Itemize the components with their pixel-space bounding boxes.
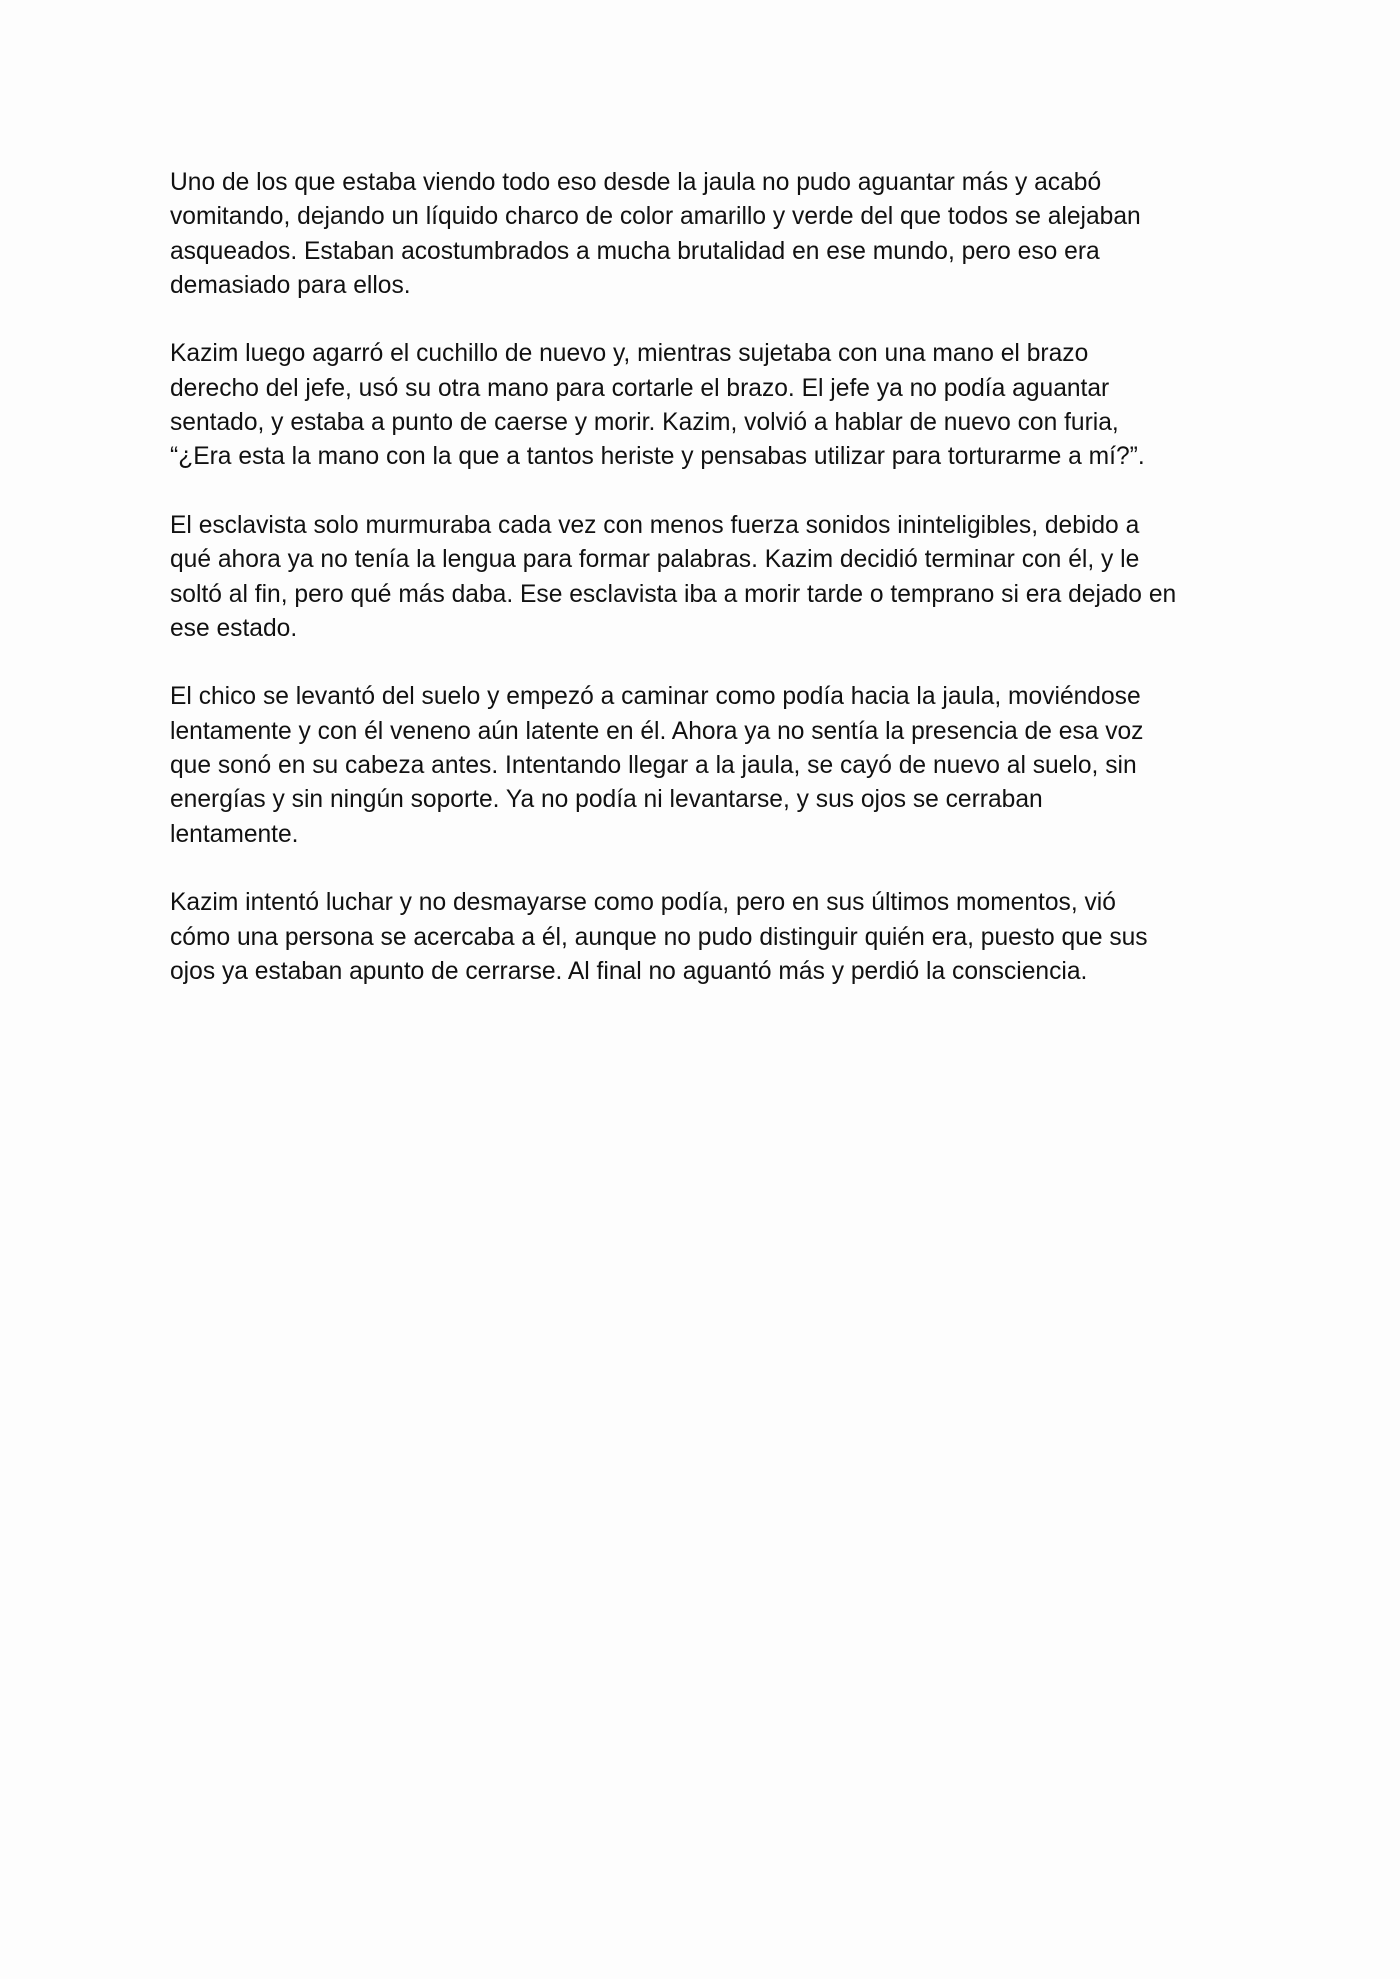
- text-line: lentamente y con él veneno aún latente en él. Ahora ya no sentía la presencia de esa voz: [170, 717, 1144, 745]
- paragraph: [170, 166, 1232, 303]
- text-line: qué ahora ya no tenía la lengua para formar palabras. Kazim decidió terminar con él, y le: [170, 546, 1140, 574]
- text-line: Kazim luego agarró el cuchillo de nuevo y, mientras sujetaba con una mano el brazo: [170, 340, 1089, 368]
- text-line: “¿Era esta la mano con la que a tantos heriste y pensabas utilizar para torturarme a mí?”.: [170, 443, 1145, 471]
- text-line: vomitando, dejando un líquido charco de color amarillo y verde del que todos se alejaban: [170, 203, 1141, 231]
- text-line: Kazim intentó luchar y no desmayarse como podía, pero en sus últimos momentos, vió: [170, 889, 1116, 917]
- paragraph: [170, 337, 1232, 474]
- document-body: [170, 166, 1232, 1023]
- text-line: Uno de los que estaba viendo todo eso desde la jaula no pudo aguantar más y acabó: [170, 169, 1102, 196]
- paragraph: [170, 509, 1232, 646]
- text-line: cómo una persona se acercaba a él, aunque no pudo distinguir quién era, puesto que sus: [170, 923, 1148, 951]
- text-line: demasiado para ellos.: [170, 271, 411, 299]
- text-line: soltó al fin, pero qué más daba. Ese esclavista iba a morir tarde o temprano si era dejado en: [170, 580, 1177, 608]
- text-line: lentamente.: [170, 820, 299, 848]
- text-line: que sonó en su cabeza antes. Intentando llegar a la jaula, se cayó de nuevo al suelo, sin: [170, 752, 1137, 780]
- paragraph: [170, 680, 1232, 851]
- paragraph: [170, 886, 1232, 989]
- text-line: El chico se levantó del suelo y empezó a caminar como podía hacia la jaula, moviéndose: [170, 683, 1141, 711]
- text-line: derecho del jefe, usó su otra mano para cortarle el brazo. El jefe ya no podía aguantar: [170, 374, 1110, 402]
- text-line: ese estado.: [170, 614, 298, 642]
- text-line: El esclavista solo murmuraba cada vez con menos fuerza sonidos ininteligibles, debido a: [170, 511, 1140, 539]
- text-line: sentado, y estaba a punto de caerse y morir. Kazim, volvió a hablar de nuevo con furia,: [170, 409, 1119, 437]
- text-line: ojos ya estaban apunto de cerrarse. Al final no aguantó más y perdió la consciencia.: [170, 957, 1088, 985]
- text-line: asqueados. Estaban acostumbrados a mucha brutalidad en ese mundo, pero eso era: [170, 237, 1100, 265]
- text-line: energías y sin ningún soporte. Ya no podía ni levantarse, y sus ojos se cerraban: [170, 786, 1043, 814]
